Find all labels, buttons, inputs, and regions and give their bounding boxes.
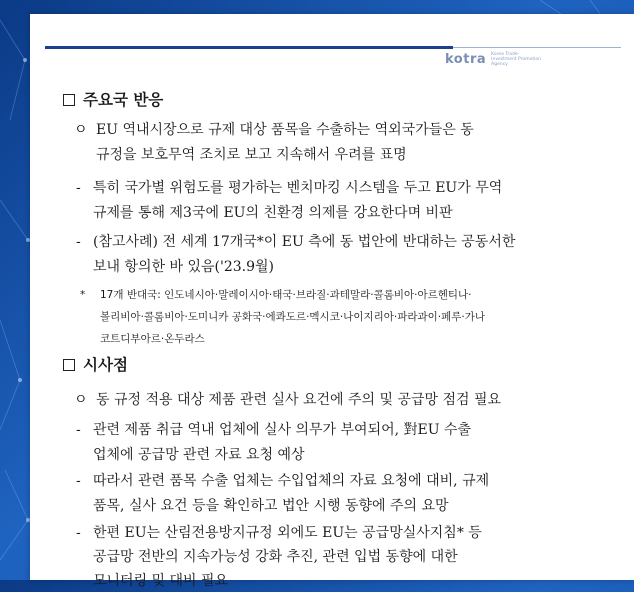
section1-bullet-line: 규정을 보호무역 조치로 보고 지속해서 우려를 표명 — [96, 147, 407, 163]
checkbox-square-icon — [63, 94, 75, 106]
section1-sub1-mark: - — [76, 180, 81, 196]
section-heading-reactions: 주요국 반응 — [63, 89, 163, 111]
section2-bullet-mark: ㅇ — [74, 392, 88, 408]
section2-sub3-line: 한편 EU는 산림전용방지규정 외에도 EU는 공급망실사지침* 등 — [93, 525, 482, 541]
logo-wordmark: kotra — [445, 52, 487, 67]
footnote-line: 17개 반대국: 인도네시아·말레이시아·태국·브라질·과테말라·콜롬비아·아르헨티나· — [100, 289, 472, 301]
section2-sub1-line: 관련 제품 취급 역내 업체에 실사 의무가 부여되어, 對EU 수출 — [93, 422, 472, 438]
checkbox-square-icon — [63, 359, 75, 371]
section1-sub2-line: 보내 항의한 바 있음('23.9월) — [93, 259, 275, 275]
document-page — [30, 14, 634, 589]
section1-sub1-line: 규제를 통해 제3국에 EU의 친환경 의제를 강요한다며 비판 — [93, 205, 453, 221]
section2-sub2-line: 품목, 실사 요건 등을 확인하고 법안 시행 동향에 주의 요망 — [93, 498, 449, 514]
section1-sub1-line: 특히 국가별 위험도를 평가하는 벤치마킹 시스템을 두고 EU가 무역 — [93, 180, 503, 196]
section2-bullet-line: 동 규정 적용 대상 제품 관련 실사 요건에 주의 및 공급망 점검 필요 — [96, 392, 502, 408]
section2-sub2-line: 따라서 관련 품목 수출 업체는 수입업체의 자료 요청에 대비, 규제 — [93, 473, 490, 489]
footnote-line: 볼리비아·콜롬비아·도미니카 공화국·에콰도르·멕시코·나이지리아·파라과이·페루·가나 — [100, 311, 486, 323]
section1-sub2-line: (참고사례) 전 세계 17개국*이 EU 측에 동 법안에 반대하는 공동서한 — [93, 234, 516, 250]
section1-bullet-line: EU 역내시장으로 규제 대상 품목을 수출하는 역외국가들은 동 — [96, 122, 474, 138]
footnote-mark: * — [80, 289, 86, 301]
section2-sub1-line: 업체에 공급망 관련 자료 요청 예상 — [93, 447, 305, 463]
section2-sub1-mark: - — [76, 422, 81, 438]
section2-sub3-line: 공급망 전반의 지속가능성 강화 추진, 관련 입법 동향에 대한 — [93, 549, 458, 565]
section-heading-implications: 시사점 — [63, 354, 128, 376]
logo-subtitle: Korea Trade-Investment Promotion Agency — [491, 52, 541, 67]
footnote-line: 코트디부아르·온두라스 — [100, 333, 205, 345]
section2-sub3-line: 모니터링 및 대비 필요 — [93, 573, 229, 589]
section2-sub3-mark: - — [76, 525, 81, 541]
section1-bullet-mark: ㅇ — [74, 122, 88, 138]
section2-sub2-mark: - — [76, 473, 81, 489]
section1-sub2-mark: - — [76, 234, 81, 250]
